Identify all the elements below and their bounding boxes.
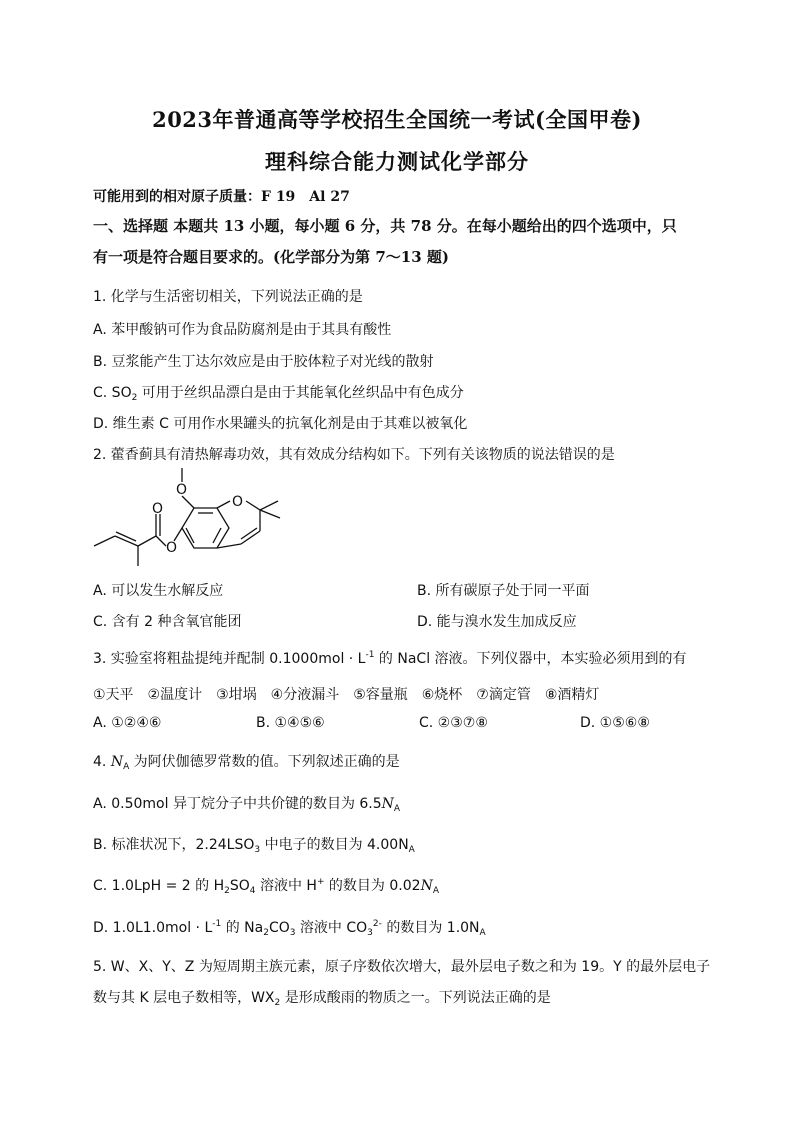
atomic-masses: 可能用到的相对原子质量：F 19 Al 27: [93, 189, 350, 205]
exam-subtitle: 理科综合能力测试化学部分: [265, 149, 529, 174]
q2-option-d: D. 能与溴水发生加成反应: [417, 614, 577, 630]
q3-stem: 3. 实验室将粗盐提纯并配制 $0.1000mol \cdot L^{-1}$ 的 NaCl 溶液。下列仪器中，本实验必须用到的有: [93, 650, 687, 667]
molecule-structure-diagram: [90, 466, 330, 576]
q3-instruments: ①天平 ②温度计 ③坩埚 ④分液漏斗 ⑤容量瓶 ⑥烧杯 ⑦滴定管 ⑧酒精灯: [93, 687, 600, 703]
pyran-double-bond: [241, 528, 257, 539]
q5-stem-line1: 5. W、X、Y、Z 为短周期主族元素，原子序数依次增大，最外层电子数之和为 19。Y 的最外层电子: [93, 959, 711, 975]
mol-atom-o-carbonyl: O: [152, 501, 164, 517]
q5-stem-line2: 数与其 K 层电子数相等，$WX_2$ 是形成酸雨的物质之一。下列说法正确的是: [93, 990, 551, 1008]
q4-option-d: D. $1.0L1.0mol \cdot L^{-1}$ 的 $Na_2CO_3$ 溶液中 $CO_3^{2-}$ 的数目为 $1.0N_A$: [93, 919, 486, 938]
q3-option-b: B. ①④⑤⑥: [256, 715, 325, 731]
q2-option-b: B. 所有碳原子处于同一平面: [417, 583, 590, 599]
q2-option-a: A. 可以发生水解反应: [93, 583, 224, 599]
acyl-bond: [138, 536, 156, 546]
section-header-line2: 有一项是符合题目要求的。(化学部分为第 7～13 题): [93, 248, 449, 266]
mol-atom-o-pyran: O: [232, 494, 244, 510]
q4-stem: 4. $N_A$ 为阿伏伽德罗常数的值。下列叙述正确的是: [93, 754, 400, 772]
pyran-bond-1: [217, 501, 230, 508]
section-header-line1: 一、选择题 本题共 13 小题，每小题 6 分，共 78 分。在每小题给出的四个选项中，只: [93, 217, 677, 235]
q1-option-d: D. 维生素 C 可用作水果罐头的抗氧化剂是由于其难以被氧化: [93, 416, 468, 432]
q4-option-b: B. 标准状况下，$2.24LSO_3$ 中电子的数目为 $4.00N_A$: [93, 837, 415, 855]
alkene-double-bond: [116, 532, 136, 541]
q1-option-c: C. $SO_2$ 可用于丝织品漂白是由于其能氧化丝织品中有色成分: [93, 385, 464, 403]
q1-option-b: B. 豆浆能产生丁达尔效应是由于胶体粒子对光线的散射: [93, 354, 434, 370]
q4-option-a: A. 0.50mol 异丁烷分子中共价键的数目为 $6.5N_A$: [93, 796, 401, 814]
q3-option-a: A. ①②④⑥: [93, 715, 162, 731]
methyl-bond-1: [260, 501, 278, 510]
methyl-bond-2: [260, 510, 280, 518]
benzene-ring: [182, 508, 229, 548]
terminal-methyl-bond: [94, 536, 115, 546]
q3-option-d: D. ①⑤⑥⑧: [580, 715, 650, 731]
q2-option-c: C. 含有 2 种含氧官能团: [93, 614, 242, 630]
q2-stem: 2. 藿香蓟具有清热解毒功效，其有效成分结构如下。下列有关该物质的说法错误的是: [93, 447, 615, 463]
q3-option-c: C. ②③⑦⑧: [419, 715, 488, 731]
exam-title: 2023年普通高等学校招生全国统一考试(全国甲卷): [152, 107, 642, 132]
q4-option-c: C. 1.0LpH = 2 的 $H_2SO_4$ 溶液中 H+ 的数目为 $0.02N_A$: [93, 877, 439, 896]
pyran-bond-5: [217, 544, 241, 548]
ester-o-c-bond: [156, 536, 166, 546]
benzene-double-bond-2: [213, 528, 221, 543]
mol-atom-o-methoxy: O: [176, 482, 188, 498]
q1-stem: 1. 化学与生活密切相关，下列说法正确的是: [93, 289, 363, 305]
pyran-bond-2: [246, 501, 260, 510]
mol-atom-o-ester: O: [166, 540, 178, 556]
q1-option-a: A. 苯甲酸钠可作为食品防腐剂是由于其具有酸性: [93, 322, 392, 338]
